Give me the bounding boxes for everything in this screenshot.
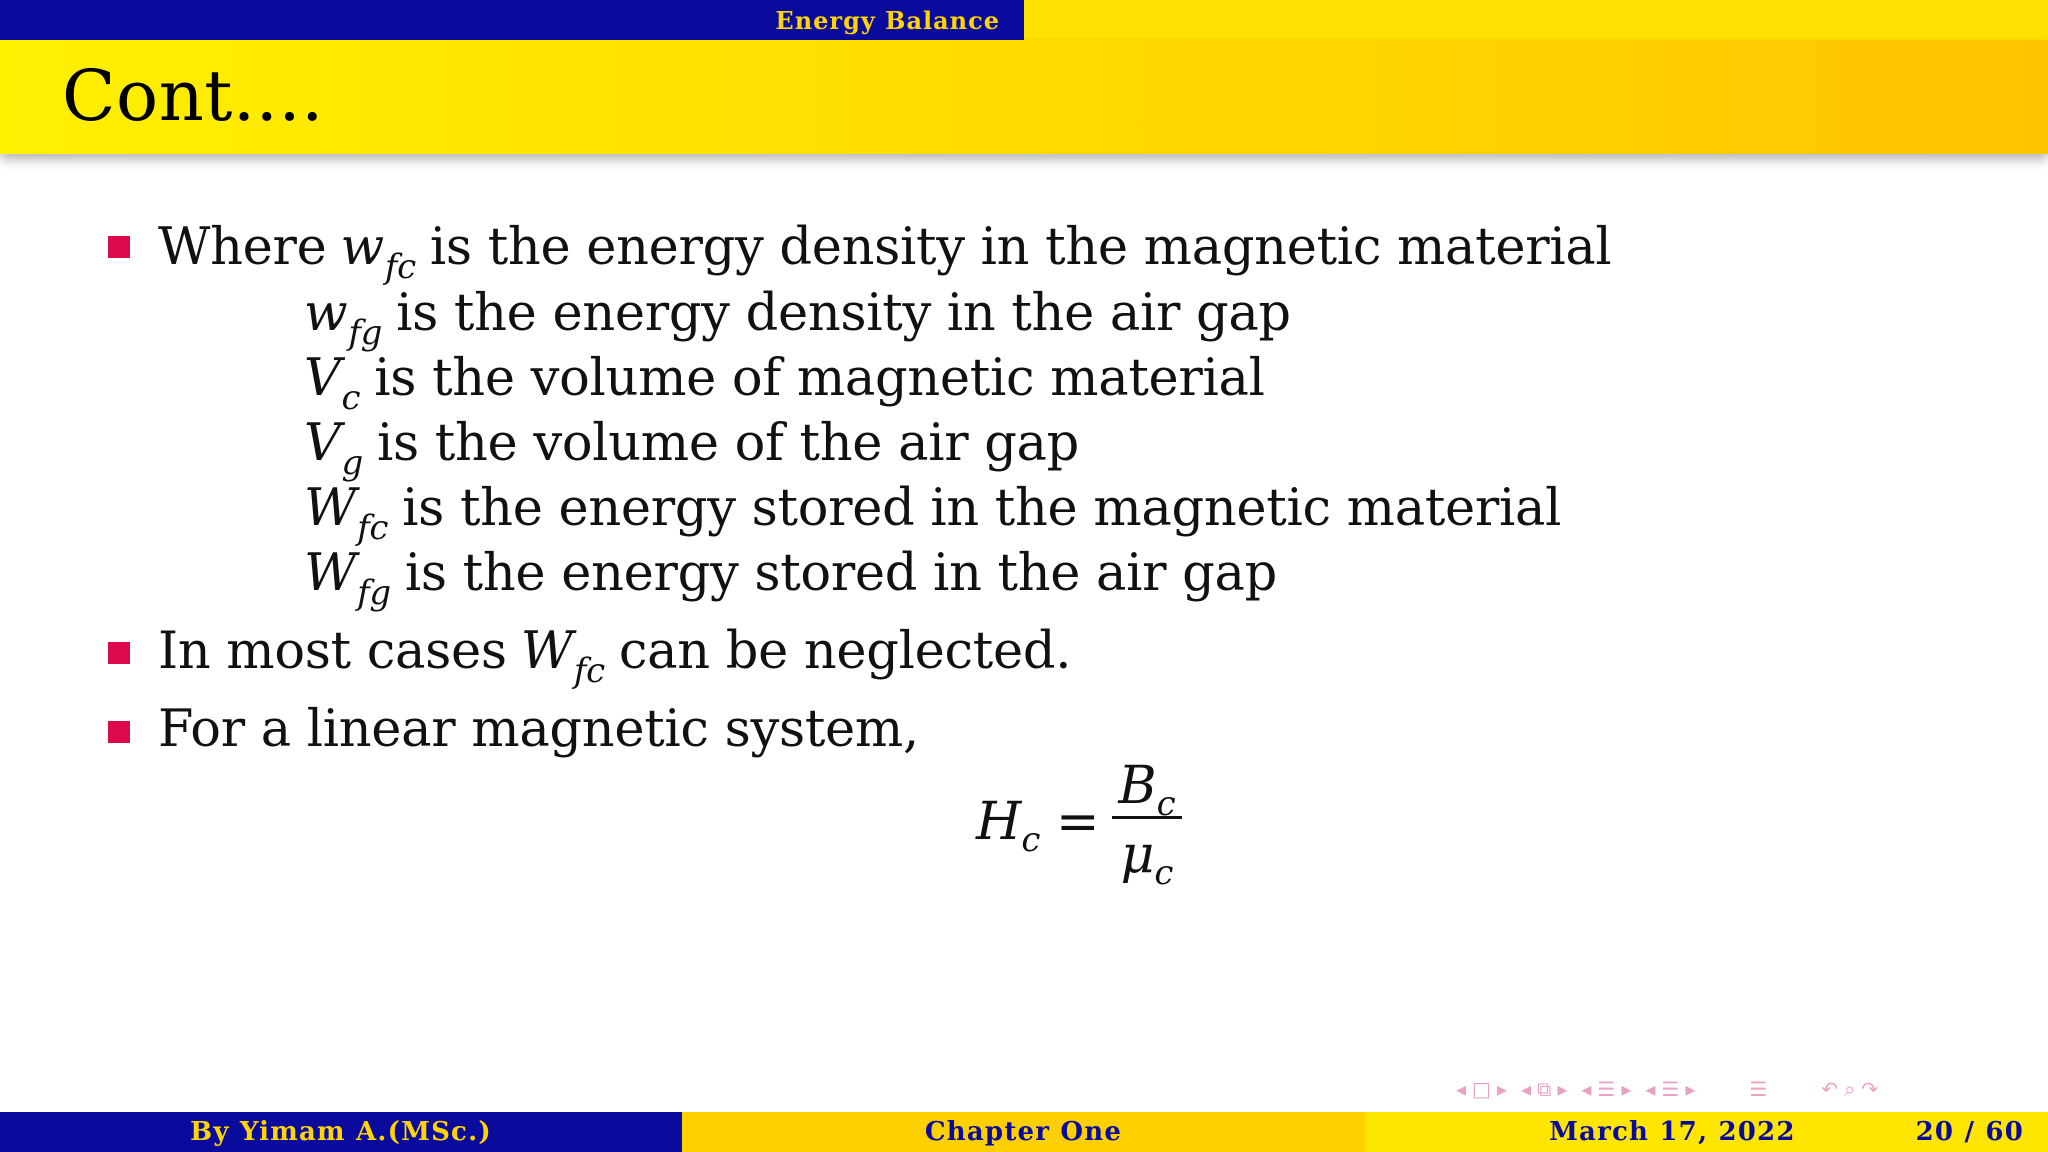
section-next-icon[interactable]: ▸ bbox=[1621, 1077, 1632, 1101]
definition-line: $V_g$ is the volume of the air gap bbox=[304, 414, 1079, 483]
equation-equals: = bbox=[1056, 792, 1100, 852]
bullet-marker bbox=[108, 642, 130, 664]
section-icon[interactable]: ☰ bbox=[1661, 1077, 1680, 1101]
section-nav bbox=[1581, 1077, 1631, 1101]
footer-title: Chapter One bbox=[682, 1112, 1365, 1152]
subsection-icon[interactable]: ⧉ bbox=[1537, 1077, 1552, 1101]
bullet-text: For a linear magnetic system, bbox=[158, 700, 919, 759]
navigation-bar bbox=[1456, 1076, 2036, 1102]
definition-line: $W_{fg}$ is the energy stored in the air gap bbox=[304, 544, 1277, 613]
section-prev-icon[interactable]: ◂ bbox=[1581, 1077, 1592, 1101]
bullet-text bbox=[158, 218, 1612, 287]
math-symbol: $w_{fc}$ bbox=[340, 218, 416, 287]
equation-lhs: $H_c$ bbox=[976, 792, 1041, 860]
redo-icon[interactable]: ↷ bbox=[1861, 1077, 1879, 1101]
page-number: 20 / 60 bbox=[1915, 1117, 2024, 1147]
subsection-nav bbox=[1521, 1077, 1567, 1101]
section-next-icon[interactable]: ▸ bbox=[1685, 1077, 1696, 1101]
math-symbol: $W_{fc}$ bbox=[520, 622, 605, 691]
definition-line: $w_{fg}$ is the energy density in the air gap bbox=[304, 284, 1291, 353]
footer-bar bbox=[0, 1112, 2048, 1152]
fraction-denominator: $\mu_c$ bbox=[1120, 825, 1174, 893]
header-bar bbox=[0, 0, 2048, 40]
frame-next-icon[interactable]: ▸ bbox=[1496, 1077, 1507, 1101]
subsection-bar bbox=[1024, 0, 2048, 40]
footer-author: By Yimam A.(MSc.) bbox=[0, 1112, 682, 1152]
section-nav-2 bbox=[1645, 1077, 1695, 1101]
section-name[interactable]: Energy Balance bbox=[0, 0, 1024, 40]
subsection-prev-icon[interactable]: ◂ bbox=[1521, 1077, 1532, 1101]
frame-icon[interactable]: □ bbox=[1472, 1077, 1491, 1101]
math-symbol: $w_{fg}$ bbox=[304, 284, 383, 353]
footer-date: March 17, 2022 bbox=[1549, 1117, 1796, 1147]
subsection-next-icon[interactable]: ▸ bbox=[1557, 1077, 1568, 1101]
math-symbol: $V_g$ bbox=[304, 414, 363, 483]
definition-line: $V_c$ is the volume of magnetic material bbox=[304, 349, 1265, 418]
footer-date-page bbox=[1365, 1112, 2048, 1152]
search-icon[interactable]: ⌕ bbox=[1844, 1077, 1856, 1101]
equation-fraction bbox=[1112, 756, 1182, 893]
definition-line: $W_{fc}$ is the energy stored in the magnetic material bbox=[304, 479, 1562, 548]
bullet-prefix: Where bbox=[158, 218, 327, 277]
math-symbol: $W_{fc}$ bbox=[304, 479, 389, 548]
equation-display bbox=[976, 756, 1196, 893]
section-prev-icon[interactable]: ◂ bbox=[1645, 1077, 1656, 1101]
frame-prev-icon[interactable]: ◂ bbox=[1456, 1077, 1467, 1101]
bullet-body: is the energy density in the magnetic material bbox=[429, 218, 1612, 277]
bullet-marker bbox=[108, 721, 130, 743]
math-symbol: $V_c$ bbox=[304, 349, 361, 418]
math-symbol: $W_{fg}$ bbox=[304, 544, 391, 613]
history-nav bbox=[1821, 1077, 1878, 1101]
fraction-numerator: $B_c$ bbox=[1118, 756, 1176, 824]
frame-title: Cont.... bbox=[62, 55, 324, 137]
bullet-marker bbox=[108, 236, 130, 258]
toc-icon[interactable]: ☰ bbox=[1749, 1077, 1768, 1101]
bullet-text: In most cases $W_{fc}$ can be neglected. bbox=[158, 622, 1072, 691]
frame-title-bar bbox=[0, 40, 2048, 154]
section-icon[interactable]: ☰ bbox=[1597, 1077, 1616, 1101]
undo-icon[interactable]: ↶ bbox=[1821, 1077, 1839, 1101]
frame-nav bbox=[1456, 1077, 1507, 1101]
